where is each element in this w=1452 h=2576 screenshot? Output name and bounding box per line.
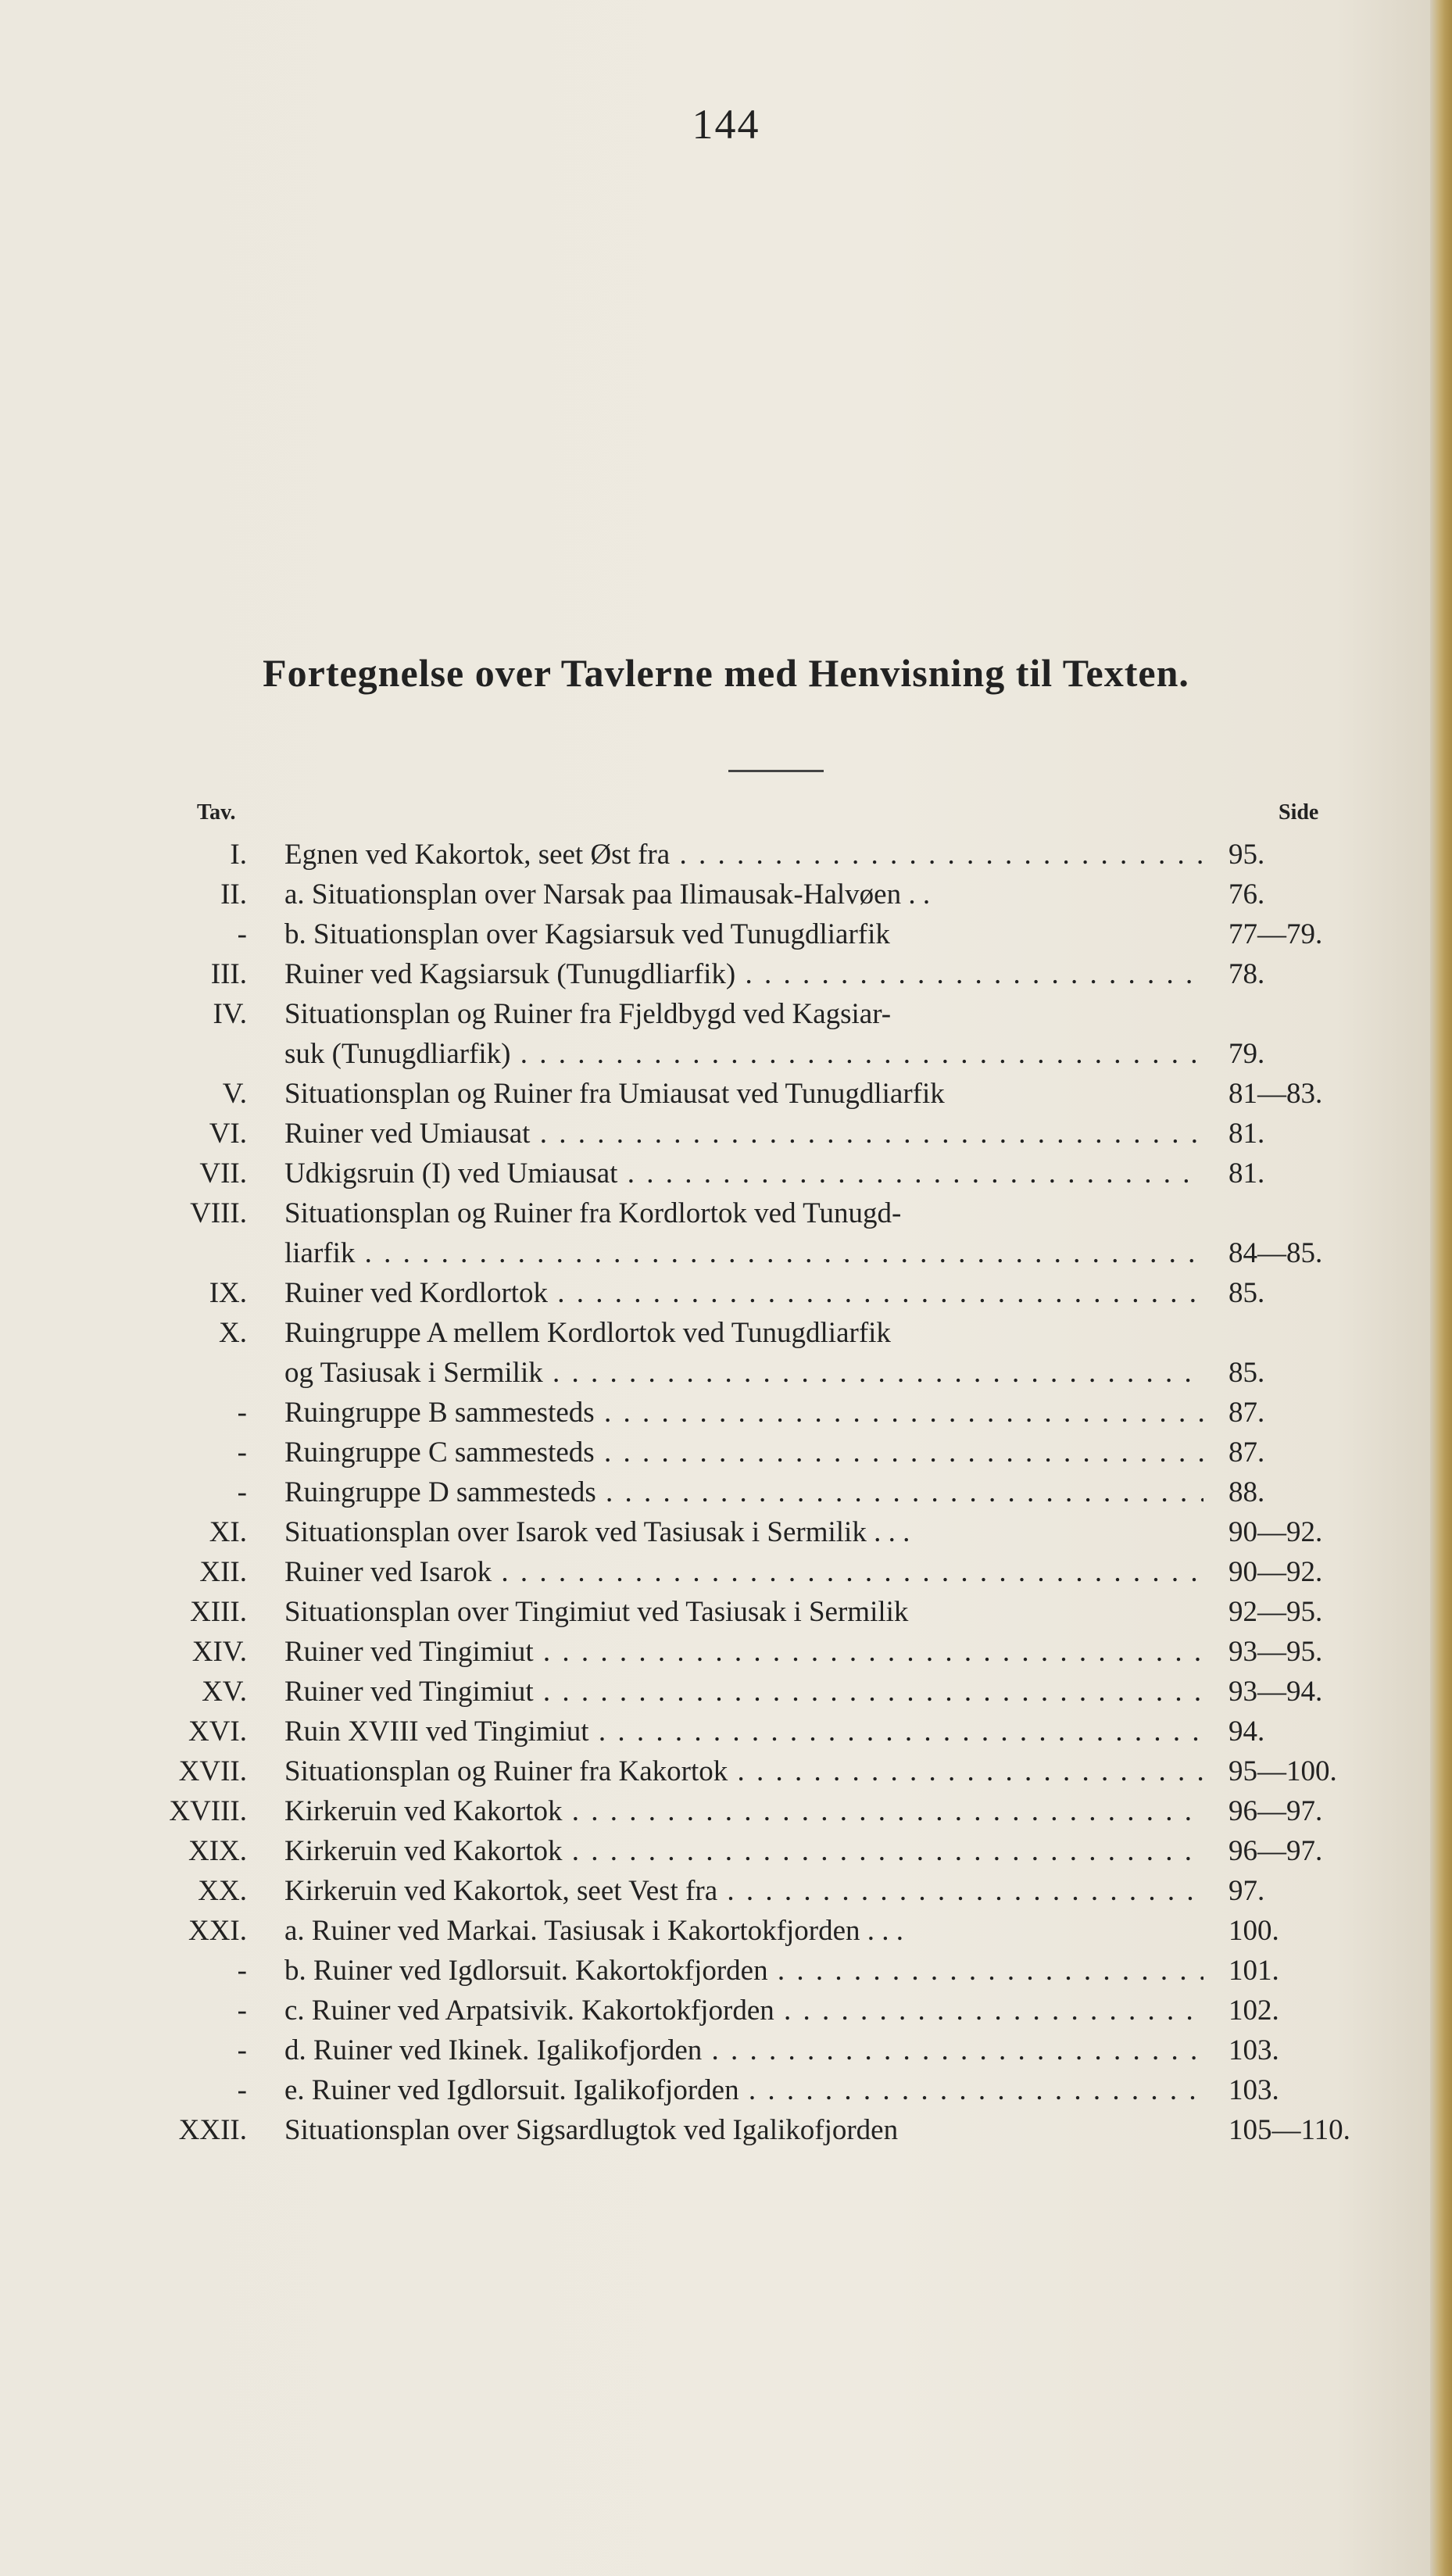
entry-page-reference: 105—110. [1228,2114,1350,2146]
entry-title-text: Situationsplan og Ruiner fra Kordlortok ved Tunugd- [284,1197,902,1229]
column-header-tav: Tav. [197,800,236,825]
entry-page-reference: 90—92. [1228,1556,1323,1588]
entry-title [284,1353,1203,1393]
entry-title [284,1831,1203,1871]
entry-title [284,1712,1203,1751]
entry-plate-number: XX. [198,1875,247,1907]
entry-plate-number: VIII. [190,1197,247,1229]
entry-plate-number: XXI. [188,1915,247,1947]
entry-title [284,1751,1203,1791]
entry-page-reference: 100. [1228,1915,1279,1947]
entry-page-reference: 79. [1228,1038,1265,1070]
entry-plate-number: X. [219,1317,247,1349]
entry-title-text: Ruiner ved Tingimiut [284,1676,534,1708]
entry-title [284,1991,1203,2030]
dot-leader [739,2074,1203,2106]
toc-entry [0,1871,1452,1911]
toc-entry [0,1472,1452,1512]
entry-title [284,1552,1203,1592]
entry-title-text: Kirkeruin ved Kakortok [284,1835,563,1867]
entry-page-reference: 92—95. [1228,1596,1323,1628]
dot-leader [534,1636,1203,1668]
dot-leader [702,2034,1203,2066]
dot-leader [596,1476,1203,1508]
toc-entry [0,1951,1452,1991]
entry-title-text: Situationsplan over Sigsardlugtok ved Igalikofjorden [284,2114,899,2146]
entry-title [284,1074,1203,1114]
toc-entry [0,954,1452,994]
entry-title [284,1911,1203,1951]
entry-plate-number: IX. [209,1277,247,1309]
toc-entry [0,1552,1452,1592]
dot-leader [728,1755,1203,1787]
entry-plate-number: XI. [209,1516,247,1548]
toc-entry [0,1393,1452,1433]
entry-title [284,1791,1203,1831]
entry-title [284,1393,1203,1433]
toc-entry [0,2070,1452,2110]
entry-title-text: Ruingruppe D sammesteds [284,1476,596,1508]
toc-entry [0,1991,1452,2030]
dot-leader [492,1556,1203,1588]
entry-page-reference: 81. [1228,1157,1265,1190]
toc-entry [0,1154,1452,1193]
toc-entry [0,1831,1452,1871]
dot-leader [355,1237,1203,1269]
entry-plate-number: II. [220,878,247,911]
entry-plate-number: - [237,1995,247,2027]
entry-plate-number: XXII. [178,2114,247,2146]
entry-plate-number: VII. [199,1157,247,1190]
entry-title [284,875,1203,914]
entry-page-reference: 93—95. [1228,1636,1323,1668]
entry-title-text: Kirkeruin ved Kakortok, seet Vest fra [284,1875,718,1907]
entry-plate-number: - [237,918,247,950]
entry-title-text: Situationsplan over Tingimiut ved Tasiusak i Sermilik [284,1596,909,1628]
entry-title-text: b. Ruiner ved Igdlorsuit. Kakortokfjorden [284,1955,768,1987]
entry-title [284,994,1203,1034]
entry-page-reference: 85. [1228,1357,1265,1389]
toc-entry [0,835,1452,875]
entry-page-reference: 87. [1228,1436,1265,1469]
entry-page-reference: 96—97. [1228,1835,1323,1867]
entry-page-reference: 94. [1228,1716,1265,1748]
column-header-side: Side [1279,800,1319,825]
entry-page-reference: 103. [1228,2034,1279,2066]
entry-title [284,1273,1203,1313]
toc-entry [0,994,1452,1034]
entry-title [284,2030,1203,2070]
toc-entry [0,1751,1452,1791]
toc-entry [0,1193,1452,1233]
entry-title [284,914,1203,954]
dot-leader [735,958,1203,990]
entry-plate-number: I. [230,839,247,871]
dot-leader [595,1436,1203,1469]
entry-page-reference: 81—83. [1228,1078,1323,1110]
toc-entry [0,2110,1452,2150]
entry-title [284,1592,1203,1632]
entry-page-reference: 95. [1228,839,1265,871]
entry-page-reference: 76. [1228,878,1265,911]
toc-entry [0,1034,1452,1074]
dot-leader [563,1795,1203,1827]
entry-title [284,2070,1203,2110]
entry-title-text: c. Ruiner ved Arpatsivik. Kakortokfjorden [284,1995,774,2027]
entry-title-text: Udkigsruin (I) ved Umiausat [284,1157,618,1190]
dot-leader [563,1835,1203,1867]
entry-page-reference: 85. [1228,1277,1265,1309]
entry-title-text: og Tasiusak i Sermilik [284,1357,543,1389]
dot-leader [534,1676,1203,1708]
toc-entry [0,1512,1452,1552]
entry-title-text: b. Situationsplan over Kagsiarsuk ved Tunugdliarfik [284,918,890,950]
entry-title [284,1114,1203,1154]
dot-leader [774,1995,1203,2027]
entry-title [284,1154,1203,1193]
entry-title [284,1632,1203,1672]
toc-entry [0,1712,1452,1751]
entry-title-text: liarfik [284,1237,356,1269]
entry-plate-number: III. [210,958,247,990]
entry-plate-number: XIX. [188,1835,247,1867]
page-title: Fortegnelse over Tavlerne med Henvisning til Texten. [263,651,1189,695]
entry-title [284,2110,1203,2150]
entry-page-reference: 95—100. [1228,1755,1337,1787]
toc-entry [0,1791,1452,1831]
entry-page-reference: 78. [1228,958,1265,990]
entry-page-reference: 87. [1228,1397,1265,1429]
entry-plate-number: IV. [213,998,247,1030]
entry-title-text: Ruiner ved Umiausat [284,1118,531,1150]
toc-entry [0,1911,1452,1951]
toc-entry [0,875,1452,914]
entry-page-reference: 102. [1228,1995,1279,2027]
entry-title [284,1313,1203,1353]
toc-entry [0,1632,1452,1672]
entry-plate-number: - [237,1436,247,1469]
entry-title [284,1512,1203,1552]
dot-leader [589,1716,1203,1748]
toc-entry [0,1433,1452,1472]
entry-plate-number: XII. [199,1556,247,1588]
entry-title-text: suk (Tunugdliarfik) [284,1038,511,1070]
entry-title-text: Situationsplan og Ruiner fra Kakortok [284,1755,728,1787]
entry-title [284,1871,1203,1911]
entry-title [284,1034,1203,1074]
entry-title [284,1951,1203,1991]
toc-entry [0,1592,1452,1632]
toc-entry [0,914,1452,954]
entry-title-text: Situationsplan over Isarok ved Tasiusak i Sermilik . . . [284,1516,910,1548]
entry-title-text: d. Ruiner ved Ikinek. Igalikofjorden [284,2034,703,2066]
entry-title [284,1433,1203,1472]
entry-title-text: Situationsplan og Ruiner fra Fjeldbygd ved Kagsiar- [284,998,892,1030]
dot-leader [595,1397,1203,1429]
entry-title-text: Ruingruppe A mellem Kordlortok ved Tunugdliarfik [284,1317,891,1349]
entry-title [284,1472,1203,1512]
entry-title-text: Ruiner ved Tingimiut [284,1636,534,1668]
dot-leader [511,1038,1204,1070]
toc-entry [0,2030,1452,2070]
entry-plate-number: XIII. [190,1596,247,1628]
entry-page-reference: 88. [1228,1476,1265,1508]
entry-plate-number: XVIII. [169,1795,247,1827]
entry-plate-number: - [237,1397,247,1429]
entry-title-text: Ruingruppe C sammesteds [284,1436,595,1469]
entry-page-reference: 81. [1228,1118,1265,1150]
entry-title-text: Kirkeruin ved Kakortok [284,1795,563,1827]
dot-leader [717,1875,1203,1907]
entry-title-text: Ruiner ved Kagsiarsuk (Tunugdliarfik) [284,958,736,990]
page-number: 144 [692,101,760,148]
dot-leader [670,839,1203,871]
entry-plate-number: - [237,2074,247,2106]
entry-title-text: a. Ruiner ved Markai. Tasiusak i Kakortokfjorden . . . [284,1915,904,1947]
entry-title [284,1672,1203,1712]
dot-leader [530,1118,1203,1150]
entry-title [284,835,1203,875]
dot-leader [548,1277,1203,1309]
entry-plate-number: - [237,1955,247,1987]
entry-plate-number: V. [222,1078,247,1110]
toc-entry [0,1114,1452,1154]
entry-title-text: Situationsplan og Ruiner fra Umiausat ved Tunugdliarfik [284,1078,945,1110]
dot-leader [543,1357,1203,1389]
dot-leader [617,1157,1203,1190]
dot-leader [768,1955,1203,1987]
entry-title [284,1193,1203,1233]
toc-entry [0,1313,1452,1353]
entry-page-reference: 97. [1228,1875,1265,1907]
toc-entry [0,1074,1452,1114]
toc-entry [0,1353,1452,1393]
table-of-contents [0,835,1452,2150]
entry-title-text: Ruin XVIII ved Tingimiut [284,1716,589,1748]
entry-page-reference: 96—97. [1228,1795,1323,1827]
entry-page-reference: 90—92. [1228,1516,1323,1548]
entry-plate-number: VI. [209,1118,247,1150]
entry-plate-number: - [237,2034,247,2066]
toc-entry [0,1233,1452,1273]
entry-plate-number: XVII. [178,1755,247,1787]
entry-plate-number: XVI. [188,1716,247,1748]
entry-title-text: Ruiner ved Kordlortok [284,1277,549,1309]
entry-plate-number: XV. [202,1676,247,1708]
entry-plate-number: XIV. [191,1636,247,1668]
entry-title [284,1233,1203,1273]
toc-entry [0,1273,1452,1313]
entry-title-text: e. Ruiner ved Igdlorsuit. Igalikofjorden [284,2074,739,2106]
entry-page-reference: 101. [1228,1955,1279,1987]
entry-title-text: Ruingruppe B sammesteds [284,1397,595,1429]
entry-plate-number: - [237,1476,247,1508]
entry-page-reference: 93—94. [1228,1676,1323,1708]
toc-entry [0,1672,1452,1712]
entry-title-text: Egnen ved Kakortok, seet Øst fra [284,839,671,871]
entry-title-text: a. Situationsplan over Narsak paa Ilimausak-Halvøen . . [284,878,931,911]
entry-title-text: Ruiner ved Isarok [284,1556,492,1588]
divider [728,770,824,772]
entry-title [284,954,1203,994]
entry-page-reference: 77—79. [1228,918,1323,950]
entry-page-reference: 103. [1228,2074,1279,2106]
entry-page-reference: 84—85. [1228,1237,1323,1269]
